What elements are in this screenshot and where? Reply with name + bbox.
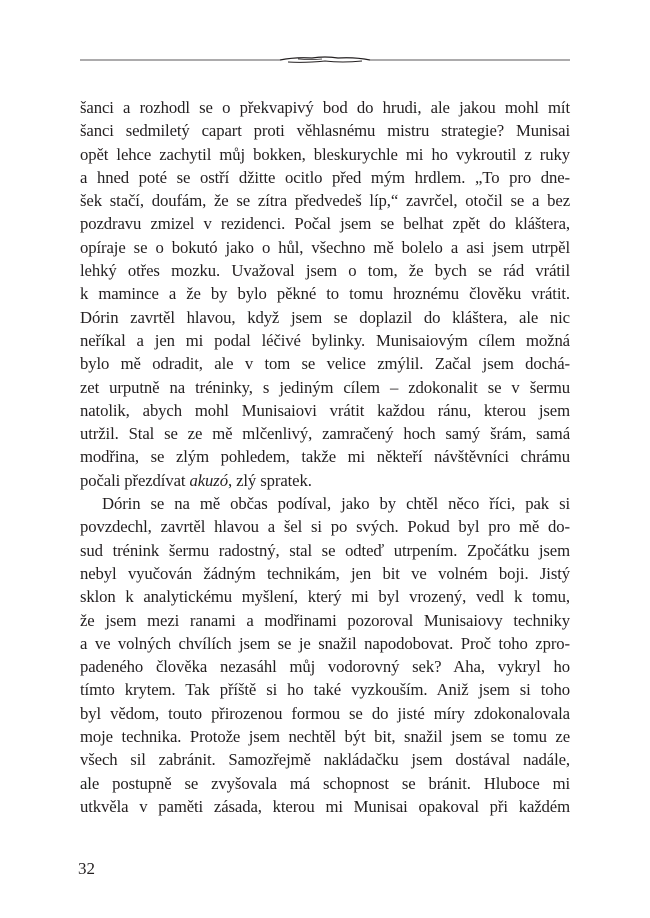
text-line: ale postupně se zvyšovala má schopnost se bránit. Hluboce mi [80,773,570,793]
text-line: utržil. Stal se ze mě mlčenlivý, zamračený hoch samý šrám, samá [80,424,570,444]
paragraph-1 [80,96,570,492]
text-line: k mamince a že by bylo pěkné to tomu hroznému člověku vrátit. [80,284,570,304]
text-run: počali přezdívat [80,470,190,490]
text-line: zet urputně na tréninky, s jediným cílem – zdokonalit se v šermu [80,377,570,397]
text-line: všech sil zabránit. Samozřejmě nakládačku jsem dostával nadále, [80,750,570,770]
text-line: moje technika. Protože jsem nechtěl být bit, snažil jsem se tomu ze [80,727,570,747]
text-line: povzdechl, zavrtěl hlavou a šel si po svých. Pokud byl pro mě do- [80,517,570,537]
text-line: šanci sedmiletý capart proti věhlasnému mistru strategie? Munisai [80,121,570,141]
text-line: sud trénink šermu radostný, stal se odteď utrpením. Zpočátku jsem [80,540,570,560]
text-line: opět lehce zachytil můj bokken, bleskurychle mi ho vykroutil z ruky [80,144,570,164]
text-line: nebyl vyučován žádným technikám, jen bit ve volném boji. Jistý [80,563,570,583]
text-line: bylo mě odradit, ale v tom se velice zmýlil. Začal jsem dochá- [80,354,570,374]
text-line: modřina, se zlým pohledem, takže mi někteří návštěvníci chrámu [80,447,570,467]
italic-term: akuzó [189,470,228,490]
text-line: natolik, abych mohl Munisaiovi vrátit každou ránu, kterou jsem [80,400,570,420]
text-line: šanci a rozhodl se o překvapivý bod do hrudi, ale jakou mohl mít [80,98,570,117]
body-text [80,96,570,818]
text-line: tímto krytem. Tak příště si ho také vyzkouším. Aniž jsem si toho [80,680,570,700]
text-line: že jsem mezi ranami a modřinami pozoroval Munisaiovy techniky [80,610,570,630]
text-line: Dórin zavrtěl hlavou, když jsem se doplazil do kláštera, ale nic [80,307,570,327]
page-number: 32 [78,859,95,878]
text-line: šek stačí, doufám, že se zítra předvedeš líp,“ zavrčel, otočil se a bez [80,191,570,211]
text-line: pozdravu zmizel v rezidenci. Počal jsem se belhat zpět do kláštera, [80,214,570,234]
text-line: byl vědom, touto přirozenou formou se do jisté míry zdokonalovala [80,703,570,723]
paragraph-2 [80,492,570,818]
header-ornament-rule [80,50,570,70]
text-line: Dórin se na mě občas podíval, jako by chtěl něco říci, pak si [102,494,570,514]
text-line: neříkal a jen mi podal léčivé bylinky. Munisaiovým cílem možná [80,330,570,350]
text-line-last [80,469,570,492]
text-run: , zlý spratek. [227,470,312,490]
text-line: sklon k analytickému myšlení, který mi byl vrozený, vedl k tomu, [80,587,570,607]
text-line: a ve volných chvílích jsem se je snažil napodobovat. Proč toho zpro- [80,633,570,653]
text-line: lehký otřes mozku. Uvažoval jsem o tom, že bych se rád vrátil [80,261,570,281]
text-line: padeného člověka nezasáhl můj vodorovný sek? Aha, vykryl ho [80,657,570,677]
text-line: a hned poté se ostří džitte ocitlo před mým hrdlem. „To pro dne- [80,167,570,187]
text-line: opíraje se o bokutó jako o hůl, všechno mě bolelo a asi jsem utrpěl [80,237,570,257]
text-line: utkvěla v paměti zásada, kterou mi Munisai opakoval při každém [80,796,570,816]
